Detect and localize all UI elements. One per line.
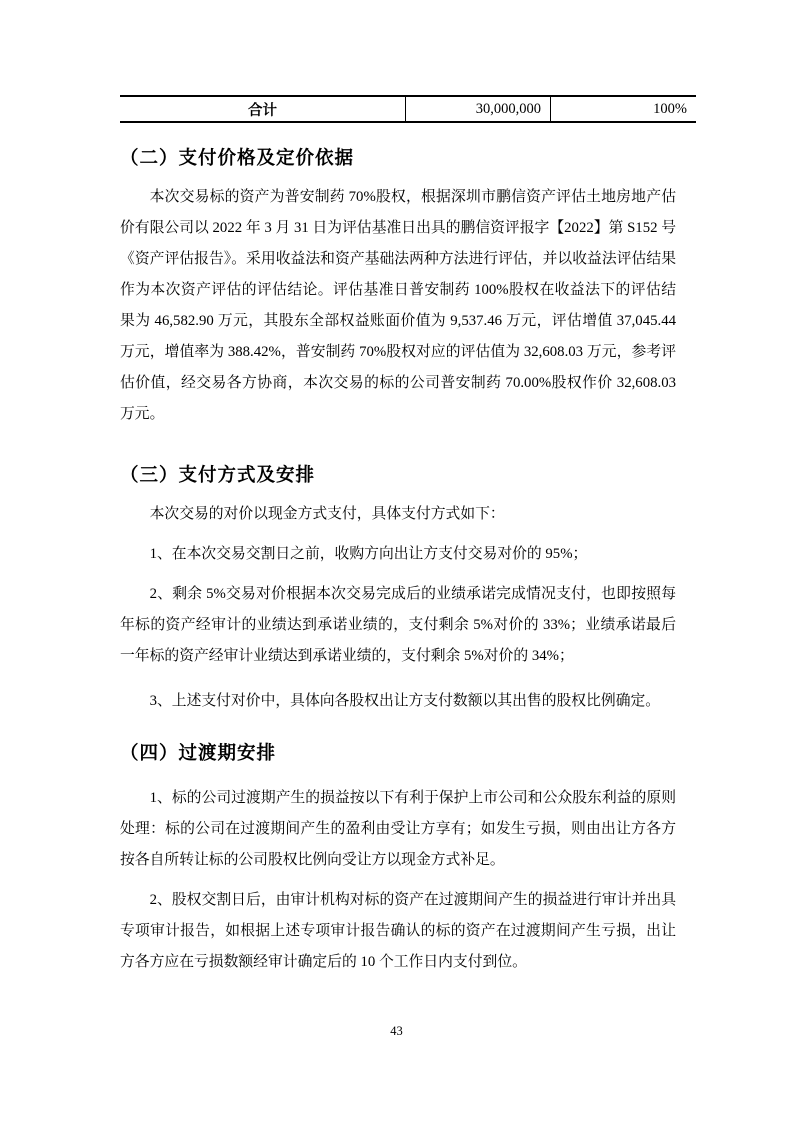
summary-table <box>120 95 696 123</box>
page-number: 43 <box>390 1024 403 1038</box>
total-label-cell: 合计 <box>248 102 277 119</box>
section-heading-payment-price: （二）支付价格及定价依据 <box>120 147 355 168</box>
section-heading-transition-period: （四）过渡期安排 <box>120 742 277 763</box>
paragraph-payment-item-1: 1、在本次交易交割日之前，收购方向出让方支付交易对价的 95%； <box>149 546 588 562</box>
paragraph-valuation-details: 本次交易标的资产为普安制药 70%股权，根据深圳市鹏信资产评估土地房地产估价有限公司以 2022 年 3 月 31 日为评估基准日出具的鹏信资评报字【2022】第 S152 号《资产评估报告》。采用收益法和资产基础法两种方法进行评估，并以收益法评估结果作为本次资产评估的评估结论。评估基准日普安制药 100%股权在收益法下的评估结果为 46,582.90 万元，其股东全部权益账面价值为 9,537.46 万元，评估增值 37,045.44 万元，增值率为 388.42%，普安制药 70%股权对应的评估值为 32,608.03 万元，参考评估价值，经交易各方协商，本次交易的标的公司普安制药 70.00%股权作价 32,608.03 万元。 <box>120 189 676 422</box>
table-row-total <box>120 96 696 122</box>
total-amount-cell: 30,000,000 <box>406 96 551 122</box>
paragraph-payment-item-3: 3、上述支付对价中，具体向各股权出让方支付数额以其出售的股权比例确定。 <box>149 693 661 709</box>
total-percent-cell: 100% <box>551 96 697 122</box>
paragraph-payment-item-2: 2、剩余 5%交易对价根据本次交易完成后的业绩承诺完成情况支付，也即按照每年标的资产经审计的业绩达到承诺业绩的，支付剩余 5%对价的 33%；业绩承诺最后一年标的资产经审计业绩达到承诺业绩的，支付剩余 5%对价的 34%； <box>120 586 676 664</box>
paragraph-payment-intro: 本次交易的对价以现金方式支付，具体支付方式如下： <box>149 506 505 522</box>
paragraph-transition-item-2: 2、股权交割日后，由审计机构对标的资产在过渡期间产生的损益进行审计并出具专项审计报告，如根据上述专项审计报告确认的标的资产在过渡期间产生亏损，出让方各方应在亏损数额经审计确定后的 10 个工作日内支付到位。 <box>120 892 676 970</box>
paragraph-transition-item-1: 1、标的公司过渡期产生的损益按以下有利于保护上市公司和公众股东利益的原则处理：标的公司在过渡期间产生的盈利由受让方享有；如发生亏损，则由出让方各方按各自所转让标的公司股权比例向受让方以现金方式补足。 <box>120 790 676 868</box>
section-heading-payment-method: （三）支付方式及安排 <box>120 464 316 485</box>
page-content <box>120 0 687 978</box>
